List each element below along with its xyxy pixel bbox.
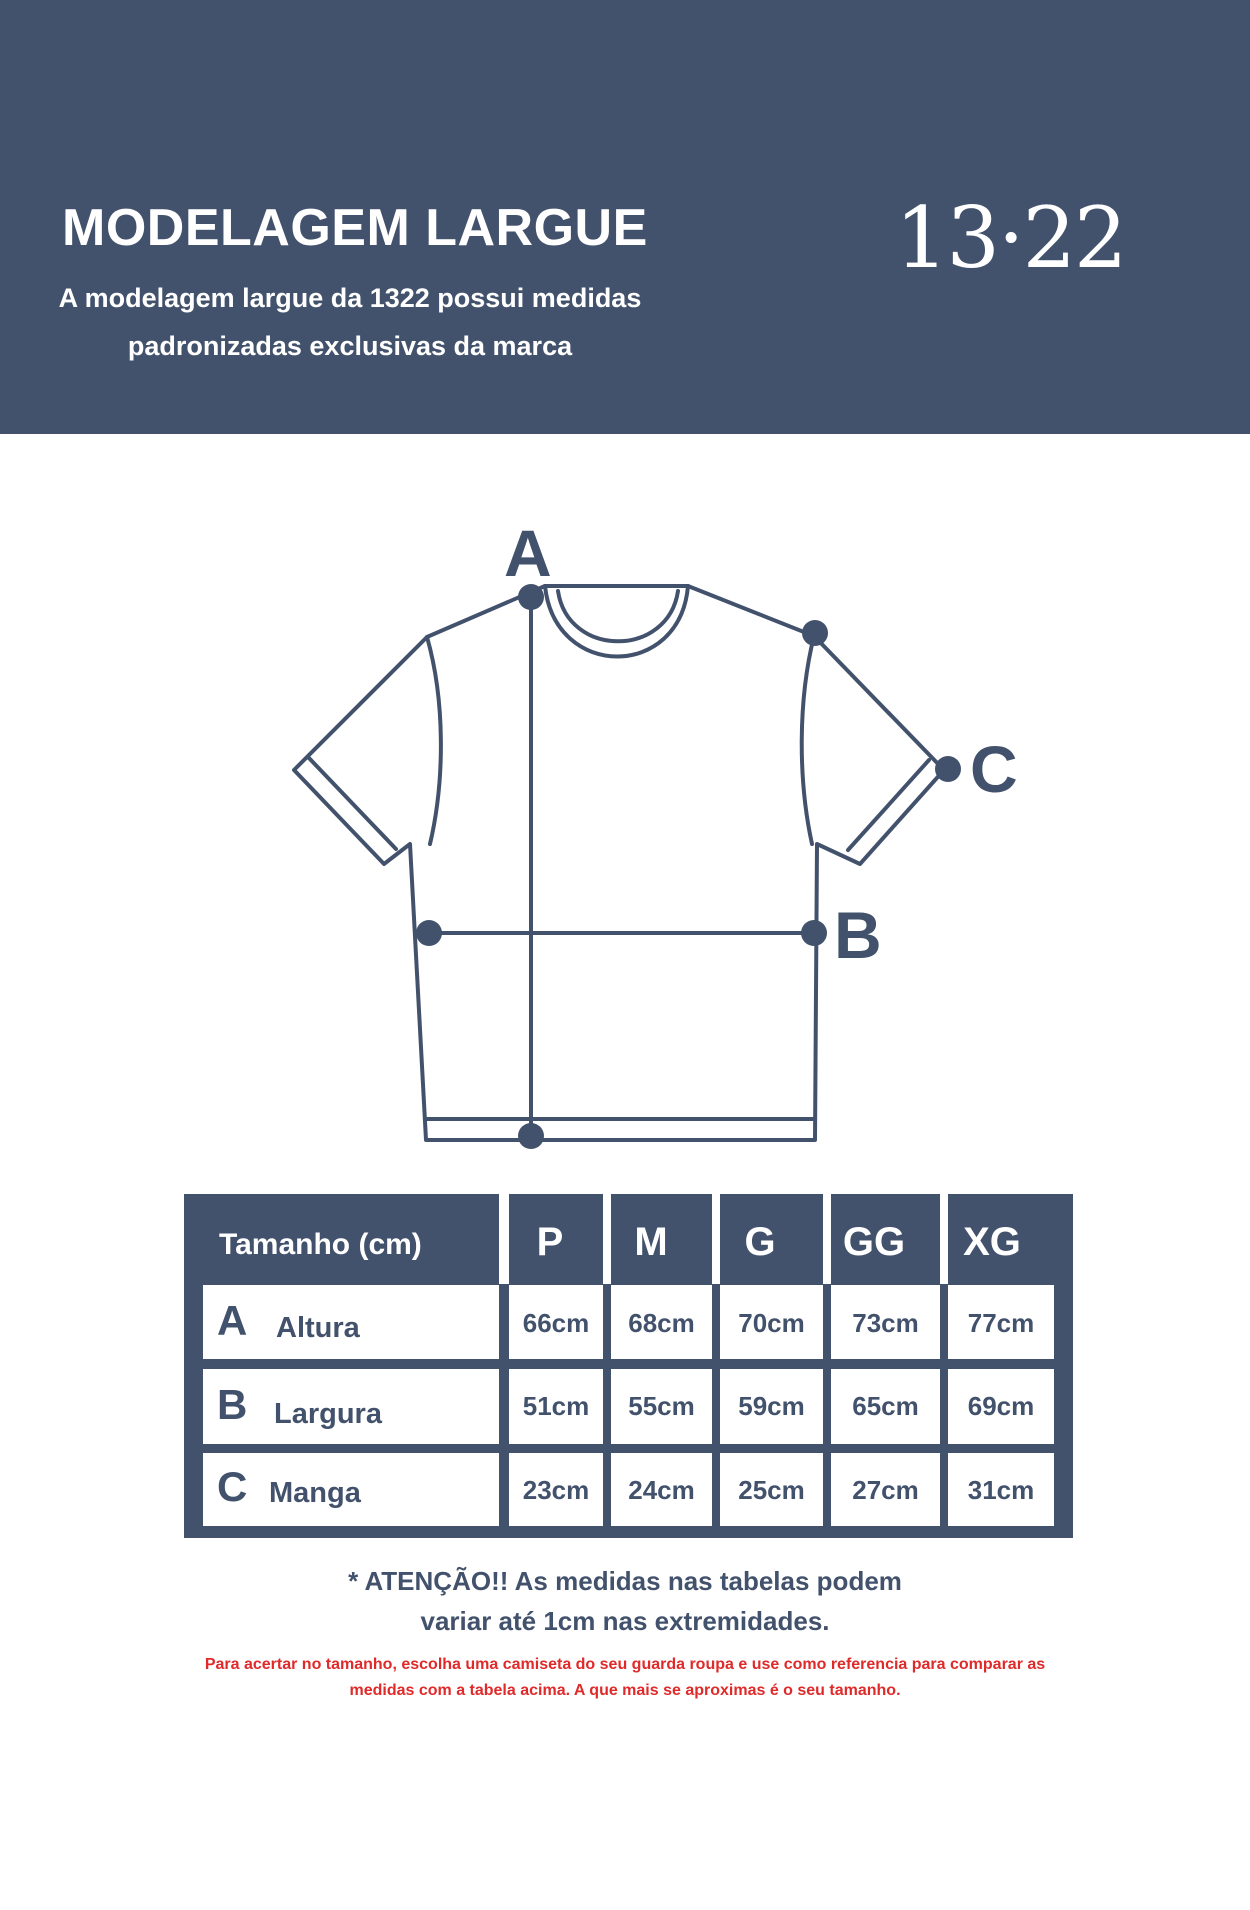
value-b-g: 59cm	[720, 1369, 823, 1444]
point-b-right	[801, 920, 827, 946]
point-c-bottom	[935, 756, 961, 782]
value-c-xg: 31cm	[948, 1453, 1054, 1526]
tshirt-left-cuff	[308, 757, 396, 849]
value-b-p: 51cm	[509, 1369, 603, 1444]
value-a-m: 68cm	[611, 1285, 712, 1359]
size-table	[184, 1194, 1073, 1538]
point-a-bottom	[518, 1123, 544, 1149]
header-banner	[0, 0, 1250, 434]
row-name-manga: Manga	[269, 1477, 361, 1509]
value-a-gg: 73cm	[831, 1285, 940, 1359]
size-header-m: M	[634, 1220, 668, 1264]
value-a-xg: 77cm	[948, 1285, 1054, 1359]
size-header-xg: XG	[963, 1220, 1021, 1264]
table-header-label: Tamanho (cm)	[219, 1228, 422, 1261]
size-header-g: G	[744, 1220, 776, 1264]
tip-line-2: medidas com a tabela acima. A que mais se aproximas é o seu tamanho.	[349, 1682, 901, 1699]
attention-line-1: * ATENÇÃO!! As medidas nas tabelas podem	[348, 1566, 902, 1596]
value-c-gg: 27cm	[831, 1453, 940, 1526]
value-b-xg: 69cm	[948, 1369, 1054, 1444]
col-divider	[499, 1194, 509, 1284]
col-divider	[603, 1194, 611, 1284]
value-b-gg: 65cm	[831, 1369, 940, 1444]
table-row	[203, 1369, 499, 1444]
point-c-top	[802, 620, 828, 646]
row-name-largura: Largura	[274, 1398, 382, 1430]
tshirt-right-cuff	[848, 760, 929, 850]
tshirt-left-seam	[427, 637, 441, 844]
value-b-m: 55cm	[611, 1369, 712, 1444]
size-header-p: P	[536, 1220, 564, 1264]
tshirt-right-seam	[802, 636, 814, 844]
subtitle-line-2: padronizadas exclusivas da marca	[127, 331, 573, 361]
value-c-p: 23cm	[509, 1453, 603, 1526]
page-title: MODELAGEM LARGUE	[62, 199, 648, 257]
tshirt-outline	[294, 586, 944, 1140]
tshirt-collar-inner	[558, 591, 678, 641]
subtitle-line-1: A modelagem largue da 1322 possui medidas	[58, 283, 642, 313]
value-c-g: 25cm	[720, 1453, 823, 1526]
point-b-left	[416, 920, 442, 946]
value-a-g: 70cm	[720, 1285, 823, 1359]
tshirt-diagram	[0, 500, 1250, 1160]
col-divider	[940, 1194, 948, 1284]
diagram-label-c: C	[970, 732, 1018, 806]
row-letter-c: C	[217, 1463, 248, 1510]
col-divider	[712, 1194, 720, 1284]
row-letter-a: A	[217, 1297, 248, 1344]
diagram-label-a: A	[504, 516, 552, 590]
value-a-p: 66cm	[509, 1285, 603, 1359]
row-letter-b: B	[217, 1381, 248, 1428]
tip-line-1: Para acertar no tamanho, escolha uma camiseta do seu guarda roupa e use como referencia para comparar as	[204, 1656, 1046, 1673]
size-header-gg: GG	[842, 1220, 906, 1264]
table-row	[203, 1285, 499, 1359]
attention-line-2: variar até 1cm nas extremidades.	[420, 1606, 830, 1636]
value-c-m: 24cm	[611, 1453, 712, 1526]
table-row	[203, 1453, 499, 1526]
row-name-altura: Altura	[276, 1312, 360, 1344]
diagram-label-b: B	[834, 898, 882, 972]
brand-logo: 13·22	[895, 189, 1126, 287]
col-divider	[823, 1194, 831, 1284]
